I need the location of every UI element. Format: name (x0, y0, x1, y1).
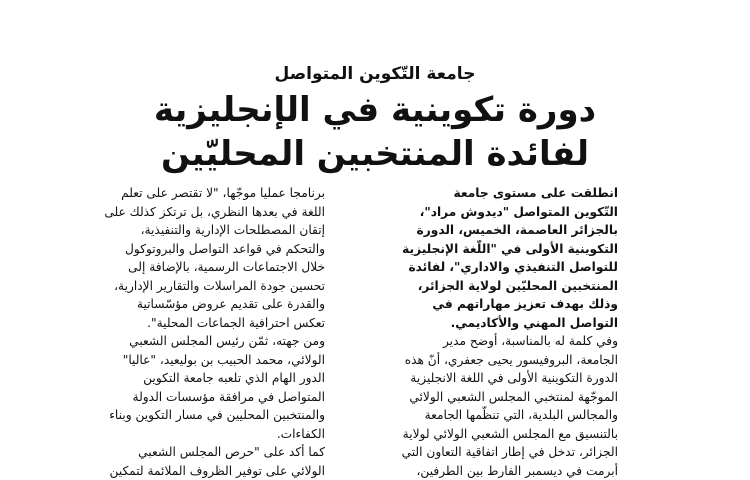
text-line: الجامعة، البروفيسور يحيى جعفري، أنّ هذه (340, 351, 618, 370)
text-line: خلال الاجتماعات الرسمية، بالإضافة إلى (47, 258, 325, 277)
text-line: إتقان المصطلحات الإدارية والتنفيذية، (47, 221, 325, 240)
lead-paragraph (340, 184, 618, 332)
text-line: وفي كلمة له بالمناسبة، أوضح مدير (340, 332, 618, 351)
article-column-left (47, 184, 325, 480)
text-line: والمنتخبين المحليين في مسار التكوين وبناء (47, 406, 325, 425)
text-line: والتحكم في قواعد التواصل والبروتوكول (47, 240, 325, 259)
text-line: الجزائر، تدخل في إطار اتفاقية التعاون التي (340, 443, 618, 462)
text-line: الموجّهة لمنتخبي المجلس الشعبي الولائي (340, 388, 618, 407)
text-line: أبرمت في ديسمبر الفارط بين الطرفين، (340, 462, 618, 480)
text-line: وذلك بهدف تعزيز مهاراتهم في (340, 295, 618, 314)
text-line: بالتنسيق مع المجلس الشعبي الولائي لولاية (340, 425, 618, 444)
text-line: والمجالس البلدية، التي تنظّمها الجامعة (340, 406, 618, 425)
headline-line-2: لفائدة المنتخبين المحليّين (0, 134, 750, 174)
text-line: التكوينية الأولى في "اللّغة الإنجليزية (340, 240, 618, 259)
text-line: تعكس احترافية الجماعات المحلية". (47, 314, 325, 333)
text-line: الدورة التكوينية الأولى في اللغة الانجليزية (340, 369, 618, 388)
text-line: والقدرة على تقديم عروض مؤسّساتية (47, 295, 325, 314)
text-line: اللغة في بعدها النظري، بل ترتكز كذلك على (47, 203, 325, 222)
text-line: الولائي على توفير الظروف الملائمة لتمكين (47, 462, 325, 480)
text-line: الدور الهام الذي تلعبه جامعة التكوين (47, 369, 325, 388)
text-line: للتواصل التنفيذي والاداري"، لفائدة (340, 258, 618, 277)
body-paragraph (340, 332, 618, 480)
text-line: الولائي، محمد الحبيب بن بوليعيد، "عاليا" (47, 351, 325, 370)
text-line: ومن جهته، ثمّن رئيس المجلس الشعبي (47, 332, 325, 351)
text-line: التّكوين المتواصل "ديدوش مراد"، (340, 203, 618, 222)
text-line: المنتخبين المحليّين لولاية الجزائر، (340, 277, 618, 296)
text-line: التواصل المهني والأكاديمي. (340, 314, 618, 333)
text-line: بالجزائر العاصمة، الخميس، الدورة (340, 221, 618, 240)
text-line: انطلقت على مستوى جامعة (340, 184, 618, 203)
headline-line-1: دورة تكوينية في الإنجليزية (0, 90, 750, 130)
article-column-right (340, 184, 618, 480)
text-line: تحسين جودة المراسلات والتقارير الإدارية، (47, 277, 325, 296)
text-line: الكفاءات. (47, 425, 325, 444)
text-line: المتواصل في مرافقة مؤسسات الدولة (47, 388, 325, 407)
text-line: برنامجا عمليا موجّها، "لا تقتصر على تعلم (47, 184, 325, 203)
article-kicker: جامعة التّكوين المتواصل (0, 64, 750, 84)
text-line: كما أكد على "حرص المجلس الشعبي (47, 443, 325, 462)
